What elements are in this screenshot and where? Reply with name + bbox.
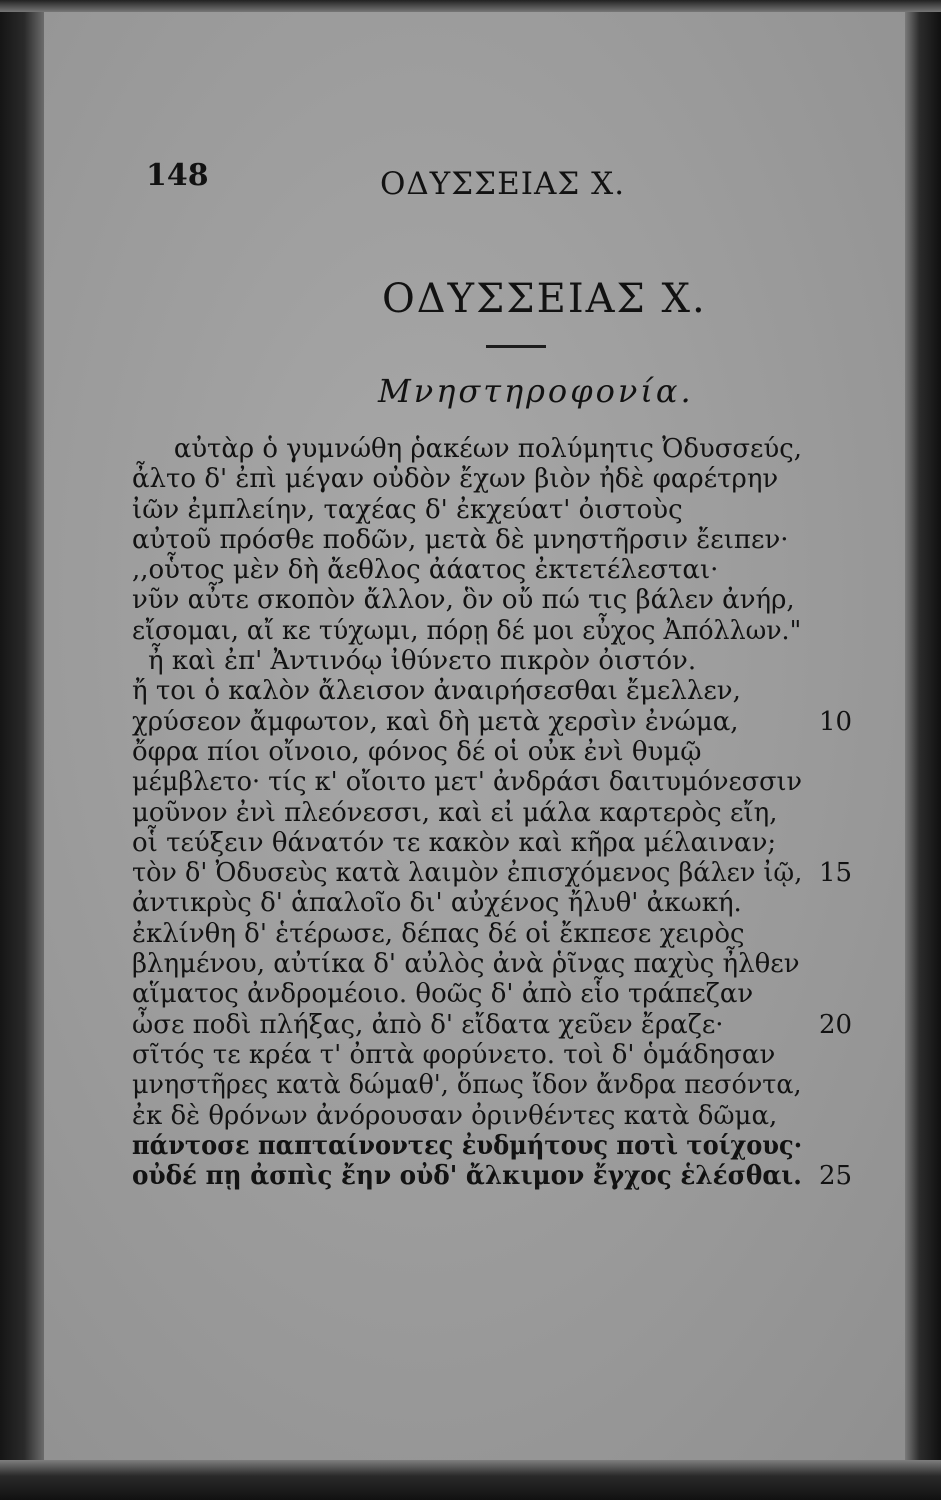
verse-line	[132, 1161, 853, 1192]
verse-line	[132, 676, 832, 706]
verse-text: αὐτὰρ ὁ γυμνώθη ῥακέων πολύμητις Ὀδυσσεύς,	[173, 434, 802, 464]
verse-line	[132, 434, 832, 464]
verse-text: ὦσε ποδὶ πλήξας, ἀπὸ δ' εἴδατα χεῦεν ἔραζε·	[132, 1009, 724, 1040]
chapter-title: ΟΔΥΣΣΕΙΑΣ Χ.	[382, 276, 707, 322]
page-number: 148	[146, 158, 209, 193]
verse-line	[132, 555, 832, 585]
verse-text: αὐτοῦ πρόσθε ποδῶν, μετὰ δὲ μνηστῆρσιν ἔειπεν·	[132, 524, 789, 555]
verse-text: τὸν δ' Ὀδυσεὺς κατὰ λαιμὸν ἐπισχόμενος βάλεν ἰῷ,	[132, 858, 803, 889]
page-bottom-edge-shadow	[0, 1460, 941, 1500]
verse-line	[132, 1009, 853, 1040]
verse-text: νῦν αὖτε σκοπὸν ἄλλον, ὃν οὔ πώ τις βάλεν ἀνήρ,	[132, 585, 795, 616]
line-number: 20	[819, 1009, 853, 1040]
verse-text: ἐκ δὲ θρόνων ἀνόρουσαν ὀρινθέντες κατὰ δῶμα,	[132, 1100, 778, 1131]
verse-line	[132, 949, 832, 979]
line-number: 10	[819, 706, 853, 737]
line-number: 25	[819, 1161, 853, 1192]
verse-line	[132, 1131, 832, 1161]
verse-line	[132, 888, 832, 918]
page-top-edge-shadow	[0, 0, 941, 12]
verse-text: ἆλτο δ' ἐπὶ μέγαν οὐδὸν ἔχων βιὸν ἠδὲ φαρέτρην	[132, 464, 779, 495]
page-right-edge-shadow	[905, 0, 941, 1500]
verse-block	[132, 434, 853, 1192]
verse-text: χρύσεον ἄμφωτον, καὶ δὴ μετὰ χερσὶν ἐνώμα,	[132, 706, 739, 737]
verse-text: ἐκλίνθη δ' ἑτέρωσε, δέπας δέ οἱ ἔκπεσε χειρὸς	[132, 918, 745, 949]
verse-line	[132, 1040, 832, 1070]
verse-text: βλημένου, αὐτίκα δ' αὐλὸς ἀνὰ ῥῖνας παχὺς ἦλθεν	[132, 949, 800, 980]
verse-text: μνηστῆρες κατὰ δώμαθ', ὅπως ἴδον ἄνδρα πεσόντα,	[132, 1070, 802, 1101]
verse-line	[132, 585, 832, 615]
verse-line	[132, 798, 832, 828]
verse-text: εἴσομαι, αἴ κε τύχωμι, πόρῃ δέ μοι εὖχος Ἀπόλλων."	[132, 615, 802, 646]
verse-text: μοῦνον ἐνὶ πλεόνεσσι, καὶ εἰ μάλα καρτερὸς εἴη,	[132, 797, 778, 828]
verse-line	[132, 464, 832, 494]
verse-text: ὄφρα πίοι οἴνοιο, φόνος δέ οἱ οὐκ ἐνὶ θυμῷ	[132, 736, 702, 767]
verse-line	[132, 858, 853, 889]
verse-text: ,,οὗτος μὲν δὴ ἄεθλος ἀάατος ἐκτετέλεσται·	[132, 555, 719, 586]
verse-line	[132, 616, 832, 646]
verse-line	[132, 646, 832, 676]
verse-line	[132, 525, 832, 555]
running-title: ΟΔΥΣΣΕΙΑΣ Χ.	[380, 166, 626, 202]
verse-text: σῖτός τε κρέα τ' ὀπτὰ φορύνετο. τοὶ δ' ὁμάδησαν	[132, 1039, 776, 1070]
verse-line	[132, 706, 853, 737]
verse-text: ἤ τοι ὁ καλὸν ἄλεισον ἀναιρήσεσθαι ἔμελλεν,	[132, 676, 741, 707]
verse-line	[132, 767, 832, 797]
verse-text: μέμβλετο· τίς κ' οἴοιτο μετ' ἀνδράσι δαιτυμόνεσσιν	[132, 767, 803, 798]
verse-text: αἵματος ἀνδρομέοιο. θοῶς δ' ἀπὸ εἷο τράπεζαν	[132, 979, 754, 1010]
verse-text: ἰῶν ἐμπλείην, ταχέας δ' ἐκχεύατ' ὀιστοὺς	[132, 494, 683, 525]
title-divider	[486, 345, 546, 348]
verse-line	[132, 1101, 832, 1131]
chapter-subtitle: Μνηστηροφονία.	[378, 372, 694, 410]
verse-line	[132, 979, 832, 1009]
verse-line	[132, 495, 832, 525]
verse-line	[132, 828, 832, 858]
verse-line	[132, 1070, 832, 1100]
line-number: 15	[819, 858, 853, 889]
verse-text: ἦ καὶ ἐπ' Ἀντινόῳ ἰθύνετο πικρὸν ὀιστόν.	[148, 646, 697, 677]
verse-text: πάντοσε παπταίνοντες ἐυδμήτους ποτὶ τοίχους·	[132, 1130, 803, 1161]
page-left-edge-shadow	[0, 0, 44, 1500]
verse-line	[132, 919, 832, 949]
verse-text: οἷ τεύξειν θάνατόν τε κακὸν καὶ κῆρα μέλαιναν;	[132, 827, 777, 858]
verse-text: οὐδέ πῃ ἀσπὶς ἔην οὐδ' ἄλκιμον ἔγχος ἑλέσθαι.	[132, 1161, 802, 1192]
verse-text: ἀντικρὺς δ' ἁπαλοῖο δι' αὐχένος ἤλυθ' ἀκωκή.	[132, 888, 742, 919]
verse-line	[132, 737, 832, 767]
